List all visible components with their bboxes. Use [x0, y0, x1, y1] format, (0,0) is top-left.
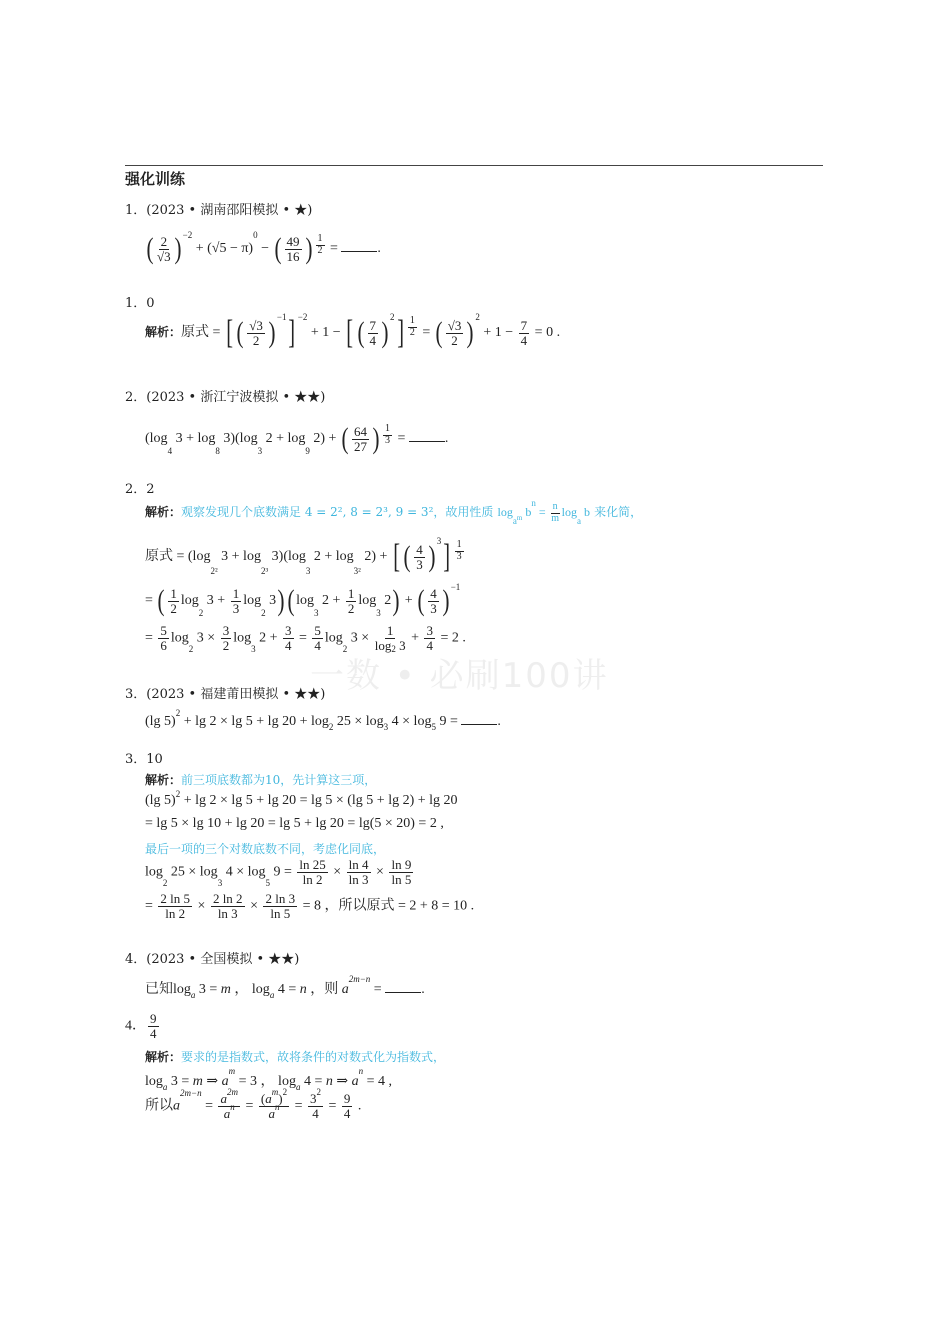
analysis-2-step2: = ( $\frac{1}{2}$ $\log_2 3$ + $\frac{1}{3}$ $\log_2 3$) ( $\log_3 2$ + $\frac{1}{2}$ $\log_3 2$) + ( $\frac{4}{3}$ ) $^{-1}$ [145, 582, 461, 618]
analysis-1: 解析：原式 = [ ( $\frac{√3}{2}$ ) $^{-1}$] $^{-2}$ + 1 − [ ( $\frac{7}{4}$ ) $^2$] $\frac{1}{2}$ = ( $\frac{√3}{2}$ ) $^2$ + 1 − $\frac{7}{4}$ = 0 . [145, 312, 561, 351]
answer-3: 3．10 [125, 752, 163, 767]
question-3-expression: (lg $5)^2 + \lg 2 \times \lg 5 + \lg 20 + \log_2 25 \times \log_3 4 \times \log_5 9$ = . [145, 708, 501, 732]
answer-blank-4[interactable] [385, 980, 421, 993]
analysis-2-step1: 原式 = ($\log_{2^2}$ $3 + \log_{2^3} 3)(\log_3$ $2 + \log_{3^2} 2$) + [ ( $\frac{4}{3}$ ) $^3$] $\frac{1}{3}$ [145, 536, 462, 576]
analysis-3-step1: (lg 5)$^2$ + lg 2 × lg 5 + lg 20 = lg 5 × (lg 5 + lg 2) + lg 20 [145, 789, 458, 808]
header-rule [125, 165, 823, 166]
analysis-label: 解析： [145, 325, 182, 340]
analysis-2-step3: = $\frac{5}{6}$ $\log_2 3$ × $\frac{3}{2}$ $\log_3 2$ + $\frac{3}{4}$ = $\frac{5}{4}$ $\log_2 3$ × $\frac{1}{\log_2 3}$ + $\frac{3}{4}$ = 2 . [145, 623, 466, 655]
question-4-header: 4．(2023 • 全国模拟 • ★★) [125, 952, 300, 967]
answer-blank-2[interactable] [409, 429, 445, 442]
analysis-3-hint2: 最后一项的三个对数底数不同，考虑化同底， [145, 842, 386, 856]
analysis-3-step3: $\log_2 25 \times \log_3 4 \times \log_5 9$ = $\frac{\ln 25}{\ln 2}$ × $\frac{\ln 4}{\ln 3}$ × $\frac{\ln 9}{\ln 5}$ [145, 857, 412, 889]
answer-blank-1[interactable] [341, 239, 377, 252]
analysis-3-hint1: 解析：前三项底数都为10，先计算这三项， [145, 773, 377, 787]
analysis-4-step2: 所以$a^{2m-n}$ = $\frac{a^{2m}}{a^n}$ = $\frac{(a^m)^2}{a^n}$ = $\frac{3^2}{4}$ = $\frac{9}{4}$ . [145, 1087, 362, 1121]
question-2-expression: ($\log_4$ $3 + \log_8 3)(\log_3$ $2 + \log_9 2$) + ( $\frac{64}{27}$ ) $\frac{1}{3}$ = . [145, 422, 449, 456]
question-2-header: 2．(2023 • 浙江宁波模拟 • ★★) [125, 390, 326, 405]
question-4-expression: 已知$\log_a 3 = m$ ， $\log_a 4 = n$ ，则 $a^{2m-n}$ = . [145, 974, 425, 1000]
answer-1: 1．0 [125, 296, 155, 311]
question-3-header: 3．(2023 • 福建莆田模拟 • ★★) [125, 687, 326, 702]
question-1-expression: ( $\frac{2}{√3}$ ) $^{-2} + (√5 - \pi)^0$ − ( $\frac{49}{16}$ ) $\frac{1}{2}$ = . [146, 230, 381, 265]
analysis-4-step1: $\log_a 3 = m$ ⇒ $a^m = 3$ ， $\log_a 4 = n$ ⇒ $a^n = 4$ , [145, 1066, 392, 1092]
analysis-3-step2: = lg 5 × lg 10 + lg 20 = lg 5 + lg 20 = lg(5 × 20) = 2 , [145, 816, 444, 831]
answer-4: 4． $\frac{9}{4}$ [125, 1011, 157, 1041]
section-title: 强化训练 [125, 170, 186, 188]
answer-2: 2．2 [125, 482, 155, 497]
question-1-header: 1．(2023 • 湖南邵阳模拟 • ★) [125, 203, 313, 218]
analysis-4-hint: 解析：要求的是指数式，故将条件的对数式化为指数式， [145, 1050, 446, 1064]
watermark: 一数 • 必刷100讲 [310, 656, 609, 696]
analysis-2-hint: 解析：观察发现几个底数满足 4 = 2², 8 = 2³, 9 = 3²，故用性质 $\log_{a^m} b^n$ = $\frac{n}{m}$ $\log_a b$ 来化简， [145, 498, 643, 526]
analysis-3-step4: = $\frac{2 \ln 5}{\ln 2}$ × $\frac{2 \ln 2}{\ln 3}$ × $\frac{2 \ln 3}{\ln 5}$ = 8 ，所以原式 = 2 + 8 = 10 . [145, 891, 475, 921]
answer-blank-3[interactable] [461, 712, 497, 725]
